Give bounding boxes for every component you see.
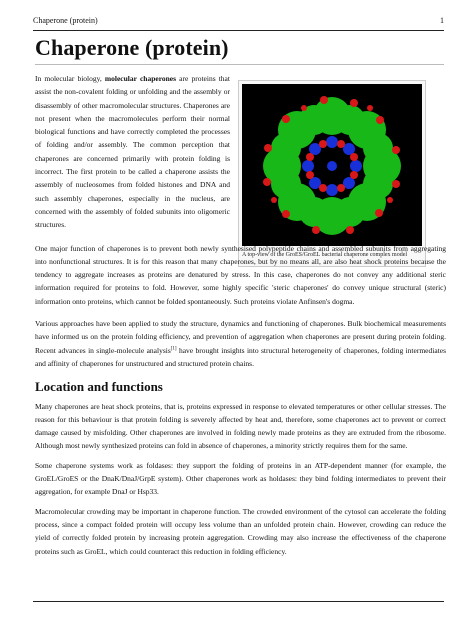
paragraph-2-text: One major function of chaperones is to prevent both newly synthesised polypeptide chains and assembled subunits from aggregating into nonfunctional structures. It is for this reason that many chaperones, but by no means all, are also heat shock proteins because the tendency to aggregate increases as proteins are denatured by stress. In this case, chaperones do not convey any additional steric information required for proteins to fold. However, some highly specific 'steric chaperones' do convey unique structural (steric) information onto proteins, which cannot be folded spontaneously. Such proteins violate Anfinsen's dogma.	[35, 243, 446, 306]
paragraph-3-text-b: have brought insights into structural heterogeneity of chaperones, folding intermediates and affinity of chaperones for unstructured and structured protein chains.	[35, 345, 446, 368]
intro-prefix: In molecular biology,	[35, 74, 105, 83]
footer-rule	[33, 601, 444, 602]
paragraph-4: Many chaperones are heat shock proteins, that is, proteins expressed in response to elevated temperatures or other cellular stresses. The reason for this behaviour is that protein folding is severely affected by heat and, therefore, some chaperones act to prevent or correct damage caused by misfolding. Other chaperones are involved in folding newly made proteins as they are extruded from the ribosome. Although most newly synthesized proteins can fold in absence of chaperones, a minority strictly requires them for the same.	[35, 401, 446, 451]
section-heading: Location and functions	[35, 379, 163, 395]
intro-paragraph	[35, 72, 230, 232]
paragraph-6: Macromolecular crowding may be important in chaperone function. The crowded environment of the cytosol can accelerate the folding process, since a compact folded protein will occupy less volume than an unfolded protein chain. However, crowding can reduce the yield of correctly folded protein by increasing protein aggregation. Crowding may also increase the effectiveness of the chaperone proteins such as GroEL, which could counteract this reduction in folding efficiency.	[35, 506, 446, 556]
running-title: Chaperone (protein)	[33, 16, 98, 25]
intro-bold-term: molecular chaperones	[104, 74, 177, 83]
running-head	[33, 16, 444, 25]
paragraph-3-text-a: Various approaches have been applied to study the structure, dynamics and functioning of chaperones. Bulk biochemical measurements have informed us on the protein folding efficiency, and prevention of aggregation when chaperones are present during protein folding. Recent advances in single-molecule analysis	[35, 319, 446, 355]
page-number: 1	[440, 16, 444, 25]
header-rule	[33, 30, 444, 31]
paragraph-5: Some chaperone systems work as foldases: they support the folding of proteins in an ATP-dependent manner (for example, the GroEL/GroES or the DnaK/DnaJ/GrpE system). Other chaperones work as holdases: they bind folding intermediates to prevent their aggregation, for example DnaJ or Hsp33.	[35, 460, 446, 497]
intro-rest: are proteins that assist the non-covalent folding or unfolding and the assembly or disassembly of other macromolecular structures. Chaperones are not present when the macromolecules perform their normal biological functions and have correctly completed the processes of folding and/or assembly. The common perception that chaperones are concerned primarily with protein folding is incorrect. The first protein to be called a chaperone assists the assembly of nucleosomes from folded histones and DNA and such assembly chaperones, especially in the nucleus, are concerned with the assembly of folded subunits into oligomeric structures.	[35, 74, 230, 230]
article-body	[35, 72, 446, 564]
title-rule	[35, 64, 444, 65]
paragraph-3	[35, 317, 446, 370]
paragraph-2	[35, 242, 446, 308]
citation-link[interactable]: [1]	[170, 346, 177, 352]
figure-caption: A top-view of the GroES/GroEL bacterial chaperone complex model	[242, 252, 408, 258]
article-title: Chaperone (protein)	[35, 35, 229, 60]
